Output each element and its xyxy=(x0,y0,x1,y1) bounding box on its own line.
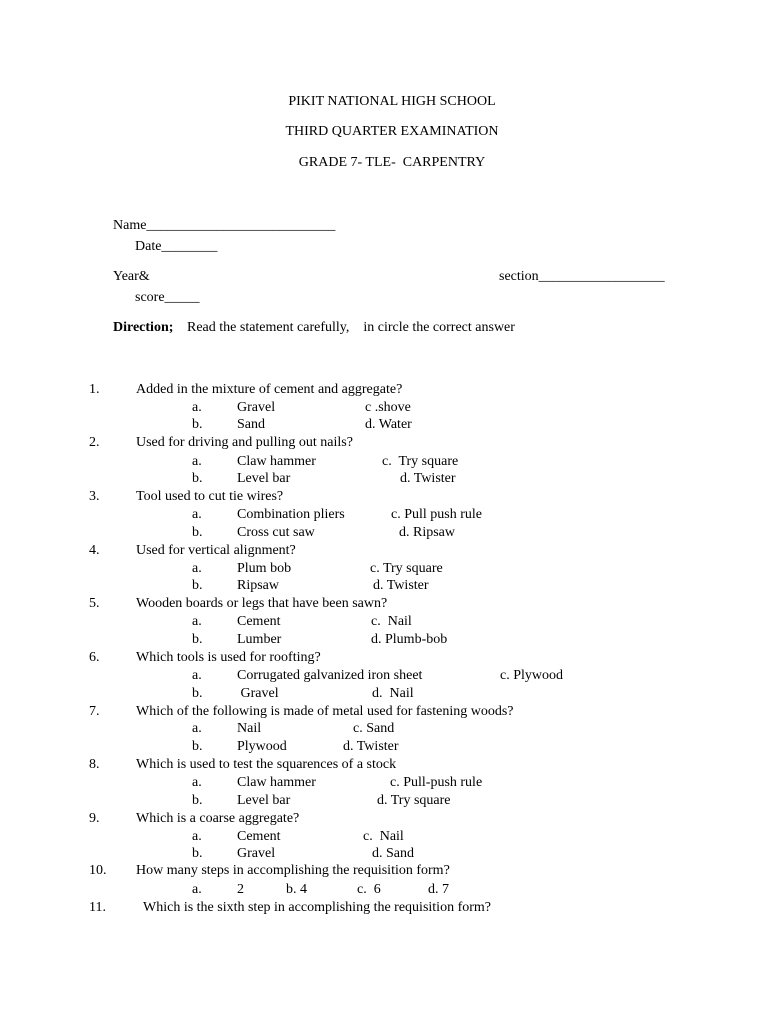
question-text: Added in the mixture of cement and aggregate? xyxy=(136,382,403,397)
option-b: Sand xyxy=(237,417,265,432)
question-number: 3. xyxy=(89,489,100,504)
option-c: c. Try square xyxy=(382,454,459,469)
option-a: Plum bob xyxy=(237,561,292,576)
option-a-letter: a. xyxy=(192,668,202,683)
option-c: c. Pull push rule xyxy=(391,507,482,522)
question-text: How many steps in accomplishing the requisition form? xyxy=(136,863,450,878)
option-c: c. Pull-push rule xyxy=(390,775,483,790)
option-c: c. Try square xyxy=(370,561,443,576)
option-a-letter: a. xyxy=(192,561,202,576)
option-b-letter: b. xyxy=(192,739,203,754)
question-text: Which is the sixth step in accomplishing the requisition form? xyxy=(143,900,491,915)
school-name: PIKIT NATIONAL HIGH SCHOOL xyxy=(288,94,496,109)
option-d: d. Twister xyxy=(373,578,429,593)
score-field: score_____ xyxy=(135,290,200,305)
option-b: Ripsaw xyxy=(237,578,279,593)
option-b: Cross cut saw xyxy=(237,525,315,540)
question-number: 7. xyxy=(89,704,100,719)
year-field: Year& xyxy=(113,269,150,284)
option-c: c. 6 xyxy=(357,882,381,897)
option-d: d. Plumb-bob xyxy=(371,632,448,647)
option-b-letter: b. xyxy=(192,846,203,861)
question-number: 8. xyxy=(89,757,100,772)
option-a-letter: a. xyxy=(192,829,202,844)
option-b: Level bar xyxy=(237,793,291,808)
option-b-letter: b. xyxy=(192,793,203,808)
option-d: d. Ripsaw xyxy=(399,525,455,540)
option-a-letter: a. xyxy=(192,721,202,736)
option-b: Gravel xyxy=(237,846,276,861)
option-a-letter: a. xyxy=(192,507,202,522)
option-d: d. 7 xyxy=(428,882,449,897)
option-d: d. Sand xyxy=(372,846,414,861)
option-a-letter: a. xyxy=(192,882,202,897)
question-number: 11. xyxy=(89,900,106,915)
option-a: Claw hammer xyxy=(237,454,316,469)
option-a: Nail xyxy=(237,721,262,736)
question-text: Tool used to cut tie wires? xyxy=(136,489,284,504)
option-d: d. Try square xyxy=(377,793,451,808)
question-text: Used for vertical alignment? xyxy=(136,543,296,558)
option-a: Cement xyxy=(237,829,281,844)
question-number: 9. xyxy=(89,811,100,826)
option-a: 2 xyxy=(237,882,244,897)
question-text: Which tools is used for roofting? xyxy=(136,650,321,665)
direction-text: Read the statement carefully, in circle the correct answer xyxy=(187,320,515,335)
option-a-letter: a. xyxy=(192,614,202,629)
name-field: Name___________________________ xyxy=(113,218,336,233)
option-b-letter: b. xyxy=(192,632,203,647)
option-b-letter: b. xyxy=(192,686,203,701)
option-b: Gravel xyxy=(237,686,279,701)
question-number: 1. xyxy=(89,382,100,397)
section-field: section__________________ xyxy=(499,269,665,284)
question-number: 2. xyxy=(89,435,100,450)
exam-title: THIRD QUARTER EXAMINATION xyxy=(285,124,499,139)
question-text: Which is used to test the squarences of a stock xyxy=(136,757,397,772)
subject-title: GRADE 7- TLE- CARPENTRY xyxy=(298,155,486,170)
question-number: 10. xyxy=(89,863,107,878)
option-d: d. Twister xyxy=(343,739,399,754)
option-c: c. Sand xyxy=(353,721,395,736)
option-b: Lumber xyxy=(237,632,282,647)
option-b-letter: b. xyxy=(192,471,203,486)
option-a: Corrugated galvanized iron sheet xyxy=(237,668,423,683)
option-a: Cement xyxy=(237,614,281,629)
option-b-letter: b. xyxy=(192,525,203,540)
option-b-letter: b. xyxy=(192,417,203,432)
option-b: Plywood xyxy=(237,739,287,754)
option-a: Claw hammer xyxy=(237,775,316,790)
option-d: d. Water xyxy=(365,417,412,432)
direction-label: Direction; xyxy=(113,320,174,335)
option-c: c. Nail xyxy=(363,829,404,844)
question-number: 5. xyxy=(89,596,100,611)
option-b: Level bar xyxy=(237,471,291,486)
option-a-letter: a. xyxy=(192,454,202,469)
question-text: Wooden boards or legs that have been sawn? xyxy=(136,596,388,611)
date-field: Date________ xyxy=(135,239,218,254)
option-a-letter: a. xyxy=(192,775,202,790)
option-b: b. 4 xyxy=(286,882,307,897)
option-c: c. Nail xyxy=(371,614,412,629)
question-number: 4. xyxy=(89,543,100,558)
question-text: Used for driving and pulling out nails? xyxy=(136,435,353,450)
option-a: Combination pliers xyxy=(237,507,345,522)
question-number: 6. xyxy=(89,650,100,665)
option-d: d. Nail xyxy=(372,686,414,701)
question-text: Which of the following is made of metal used for fastening woods? xyxy=(136,704,514,719)
option-d: d. Twister xyxy=(400,471,456,486)
option-a: Gravel xyxy=(237,400,276,415)
option-b-letter: b. xyxy=(192,578,203,593)
question-text: Which is a coarse aggregate? xyxy=(136,811,300,826)
option-a-letter: a. xyxy=(192,400,202,415)
option-c: c. Plywood xyxy=(500,668,563,683)
option-c: c .shove xyxy=(365,400,411,415)
